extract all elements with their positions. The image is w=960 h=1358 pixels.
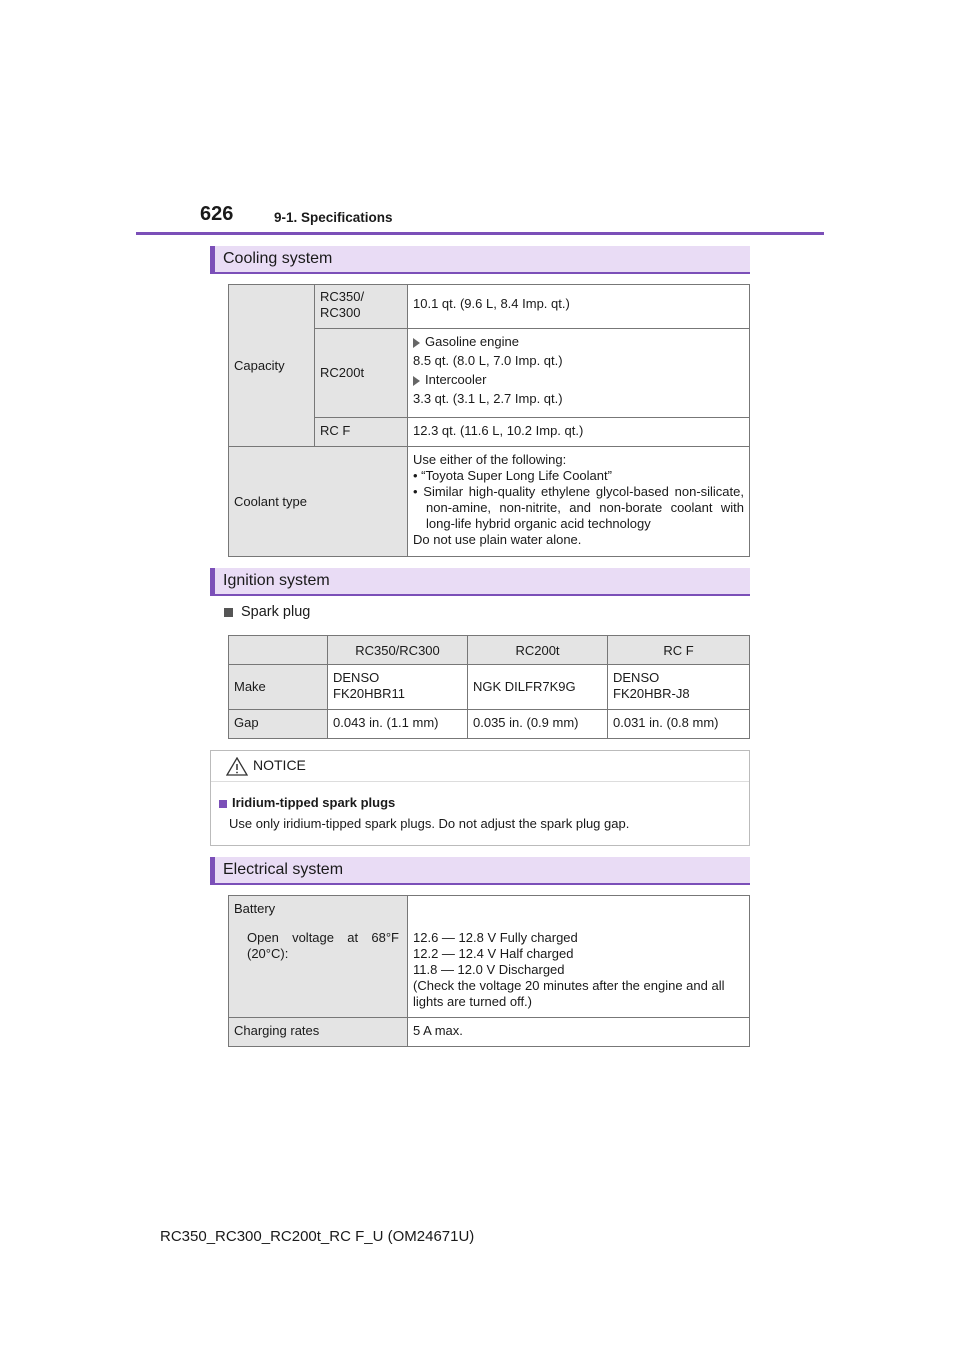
square-bullet-icon [224,608,233,617]
gap-value-cell [608,710,750,739]
coolant-note: Do not use plain water alone. [413,532,582,547]
column-header: RC200t [468,636,608,665]
cooling-system-heading [210,246,750,274]
make-label: Make [234,679,266,694]
header-empty-cell [229,636,328,665]
notice-text: Use only iridium-tipped spark plugs. Do not adjust the spark plug gap. [229,816,630,831]
gasoline-engine-label: Gasoline engine [425,334,519,349]
coolant-type-value-cell [408,447,750,557]
ignition-system-heading [210,568,750,596]
charging-rates-value: 5 A max. [413,1023,463,1038]
coolant-type-label-cell [229,447,408,557]
coolant-item-2: • Similar high-quality ethylene glycol-based non-silicate, non-amine, non-nitrite, and non-borate coolant with long-life hybrid organic acid technology [413,484,744,531]
battery-label-cell [229,896,408,1018]
intercooler-value: 3.3 qt. (3.1 L, 2.7 Imp. qt.) [413,391,563,406]
battery-label: Battery [234,901,276,916]
coolant-item-1: • “Toyota Super Long Life Coolant” [413,468,612,483]
triangle-bullet-icon [413,338,420,348]
capacity-rc-f: 12.3 qt. (11.6 L, 10.2 Imp. qt.) [413,423,584,438]
gap-rc-f: 0.031 in. (0.8 mm) [613,715,719,730]
make-rc-f: DENSO FK20HBR-J8 [613,670,690,701]
footer-model-code: RC350_RC300_RC200t_RC F_U (OM24671U) [160,1228,475,1245]
triangle-bullet-icon [413,376,420,386]
column-header: RC350/RC300 [328,636,468,665]
capacity-value-cell [408,418,750,447]
notice-title: NOTICE [253,757,306,773]
electrical-table [228,895,750,1047]
ignition-system-title: Ignition system [223,572,330,589]
open-voltage-values: 12.6 — 12.8 V Fully charged 12.2 — 12.4 V Half charged 11.8 — 12.0 V Discharged (Check the voltage 20 minutes after the engine and all lights are turned off.) [413,930,725,1009]
capacity-value-cell [408,329,750,418]
make-value-cell [468,665,608,710]
model-cell [315,418,408,447]
gap-value-cell [328,710,468,739]
gap-label: Gap [234,715,259,730]
make-value-cell [328,665,468,710]
notice-heading-text: Iridium-tipped spark plugs [232,795,396,810]
capacity-label-cell [229,285,315,447]
header-rule [136,232,824,235]
charging-rates-label: Charging rates [234,1023,320,1038]
column-header: RC F [608,636,750,665]
warning-triangle-icon [226,757,248,776]
model-cell [315,329,408,418]
electrical-system-title: Electrical system [223,861,344,878]
make-rc200t: NGK DILFR7K9G [473,679,576,694]
cooling-system-title: Cooling system [223,250,333,267]
make-label-cell [229,665,328,710]
spark-plug-title: Spark plug [241,604,311,620]
capacity-value-cell [408,285,750,329]
intercooler-row [413,370,744,389]
coolant-type-label: Coolant type [234,493,307,509]
spark-plug-subheading [224,604,310,620]
capacity-rc350-rc300: 10.1 qt. (9.6 L, 8.4 Imp. qt.) [413,296,570,311]
model-cell [315,285,408,329]
capacity-label: Capacity [234,357,285,373]
intercooler-label: Intercooler [425,372,487,387]
cooling-table [228,284,750,557]
notice-header [211,751,749,782]
model-rc-f: RC F [320,423,351,438]
open-voltage-label: Open voltage at 68°F (20°C): [247,930,399,961]
make-value-cell [608,665,750,710]
electrical-system-heading [210,857,750,885]
model-rc200t: RC200t [320,365,365,380]
model-rc350-rc300: RC350/ RC300 [320,289,365,320]
square-bullet-icon [219,800,227,808]
notice-box [210,750,750,846]
page-number: 626 [200,203,234,225]
gap-label-cell [229,710,328,739]
make-rc350-rc300: DENSO FK20HBR11 [333,670,406,701]
gasoline-engine-value: 8.5 qt. (8.0 L, 7.0 Imp. qt.) [413,353,563,368]
coolant-intro: Use either of the following: [413,452,567,467]
notice-heading [219,795,395,810]
spark-plug-table [228,635,750,739]
gap-rc200t: 0.035 in. (0.9 mm) [473,715,579,730]
battery-value-cell [408,896,750,1018]
gap-value-cell [468,710,608,739]
charging-value-cell [408,1018,750,1047]
charging-label-cell [229,1018,408,1047]
gap-rc350-rc300: 0.043 in. (1.1 mm) [333,715,439,730]
gasoline-engine-row [413,332,744,351]
section-title: 9-1. Specifications [274,210,393,225]
